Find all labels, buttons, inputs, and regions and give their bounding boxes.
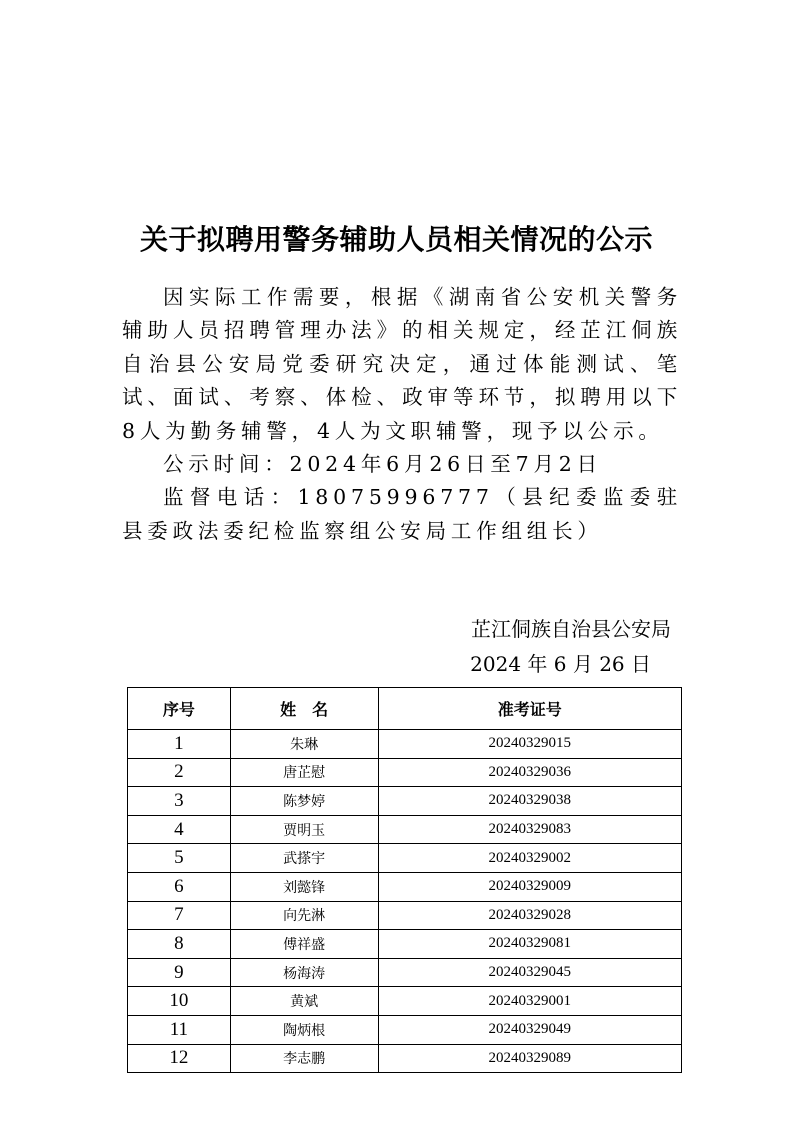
row-name: 贾明玉 [230, 815, 378, 844]
row-exam-id: 20240329002 [378, 844, 681, 873]
row-exam-id: 20240329028 [378, 901, 681, 930]
row-name: 朱琳 [230, 730, 378, 759]
row-exam-id: 20240329045 [378, 958, 681, 987]
table-row [128, 987, 682, 1016]
row-seq: 10 [128, 987, 231, 1016]
row-seq: 12 [128, 1044, 231, 1073]
row-exam-id: 20240329036 [378, 758, 681, 787]
row-name: 向先淋 [230, 901, 378, 930]
row-name: 唐芷慰 [230, 758, 378, 787]
row-name: 陈梦婷 [230, 787, 378, 816]
table-row [128, 730, 682, 759]
row-exam-id: 20240329038 [378, 787, 681, 816]
candidate-table [127, 687, 682, 1073]
row-name: 陶炳根 [230, 1015, 378, 1044]
row-seq: 8 [128, 930, 231, 959]
row-name: 傅祥盛 [230, 930, 378, 959]
table-row [128, 958, 682, 987]
row-seq: 4 [128, 815, 231, 844]
table-row [128, 758, 682, 787]
row-seq: 6 [128, 872, 231, 901]
row-exam-id: 20240329015 [378, 730, 681, 759]
row-name: 杨海涛 [230, 958, 378, 987]
header-exam-id: 准考证号 [378, 688, 681, 730]
table-row [128, 815, 682, 844]
signature-date: 2024 年 6 月 26 日 [470, 652, 651, 676]
notice-paragraph-hotline: 监督电话：18075996777（县纪委监委驻县委政法委纪检监察组公安局工作组组长） [122, 485, 682, 543]
row-exam-id: 20240329049 [378, 1015, 681, 1044]
row-seq: 7 [128, 901, 231, 930]
signature-org: 芷江侗族自治县公安局 [471, 617, 671, 641]
row-name: 李志鹏 [230, 1044, 378, 1073]
row-name: 武搽宇 [230, 844, 378, 873]
row-exam-id: 20240329083 [378, 815, 681, 844]
table-row [128, 844, 682, 873]
notice-paragraph-period: 公示时间：2024年6月26日至7月2日 [163, 452, 602, 477]
row-seq: 3 [128, 787, 231, 816]
row-name: 刘懿锋 [230, 872, 378, 901]
notice-paragraph-main: 因实际工作需要，根据《湖南省公安机关警务辅助人员招聘管理办法》的相关规定，经芷江侗族自治县公安局党委研究决定，通过体能测试、笔试、面试、考察、体检、政审等环节，拟聘用以下8人为勤务辅警，4人为文职辅警，现予以公示。 [122, 285, 682, 443]
row-exam-id: 20240329089 [378, 1044, 681, 1073]
row-name: 黄斌 [230, 987, 378, 1016]
row-seq: 1 [128, 730, 231, 759]
document-title: 关于拟聘用警务辅助人员相关情况的公示 [139, 223, 653, 256]
table-row [128, 1015, 682, 1044]
notice-body [122, 281, 682, 548]
header-name: 姓 名 [230, 688, 378, 730]
table-body [128, 730, 682, 1073]
row-exam-id: 20240329001 [378, 987, 681, 1016]
row-seq: 2 [128, 758, 231, 787]
signature-block [470, 612, 671, 682]
table-row [128, 872, 682, 901]
table-row [128, 901, 682, 930]
row-seq: 5 [128, 844, 231, 873]
row-seq: 11 [128, 1015, 231, 1044]
table-row [128, 1044, 682, 1073]
table-header-row [128, 688, 682, 730]
header-seq: 序号 [128, 688, 231, 730]
table-row [128, 787, 682, 816]
row-exam-id: 20240329081 [378, 930, 681, 959]
row-seq: 9 [128, 958, 231, 987]
table-row [128, 930, 682, 959]
row-exam-id: 20240329009 [378, 872, 681, 901]
